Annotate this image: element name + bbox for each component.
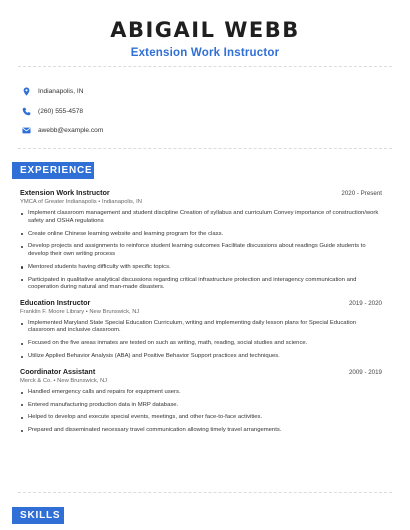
contact-list xyxy=(22,82,103,141)
job-employer-line: Merck & Co. • New Brunswick, NJ xyxy=(20,377,108,384)
job-dates: 2009 - 2019 xyxy=(348,368,382,376)
candidate-name: ABIGAIL WEBB xyxy=(110,18,300,42)
location-pin-icon xyxy=(22,87,31,96)
job-bullets xyxy=(20,210,382,292)
job-bullet: Mentored students having difficulty with specific topics. xyxy=(20,264,382,272)
job-location: New Brunswick, NJ xyxy=(57,377,108,384)
job-bullet: Implement classroom management and student discipline Creation of syllabus and curriculum Convey importance of construction/work safety and OSHA regulations xyxy=(20,210,382,225)
job-bullet: Prepared and disseminated necessary travel communication allowing timely travel arrangements. xyxy=(20,427,382,435)
job-employer-line: YMCA of Greater Indianapolis • Indianapolis, IN xyxy=(20,199,142,205)
skills-heading: SKILLS xyxy=(12,507,64,524)
job-title: Coordinator Assistant xyxy=(20,366,96,376)
contact-phone xyxy=(22,102,103,122)
job-bullet: Develop projects and assignments to reinforce student learning outcomes Facilitate discussions about readings Guide students to develop their own writing process xyxy=(20,243,382,258)
job-title: Extension Work Instructor xyxy=(20,188,110,197)
job-employer: YMCA of Greater Indianapolis xyxy=(20,199,97,205)
job-bullet: Focused on the five areas inmates are tested on such as writing, math, reading, social studies and science. xyxy=(20,340,382,348)
job-entry xyxy=(20,298,382,361)
contact-email-text: awebb@example.com xyxy=(38,127,104,135)
job-bullet: Implemented Maryland State Special Education Curriculum, writing and implementing daily lesson plans for Special Education classroom and inclusive classroom. xyxy=(20,320,382,335)
job-dates: 2019 - 2020 xyxy=(348,299,382,307)
job-bullets xyxy=(20,389,382,435)
candidate-role: Extension Work Instructor xyxy=(130,47,280,59)
job-bullet: Create online Chinese learning website and learning program for the class. xyxy=(20,231,382,239)
email-icon xyxy=(22,126,31,135)
contact-divider xyxy=(18,148,392,149)
job-employer: Merck & Co. xyxy=(20,377,52,384)
resume-header xyxy=(0,18,410,59)
job-bullet: Participated in qualitative analytical discussions regarding critical infrastructure protection and interagency communication and cooperation during natural and man-made disasters. xyxy=(20,277,382,292)
experience-heading: EXPERIENCE xyxy=(12,162,94,179)
experience-list xyxy=(20,188,382,441)
job-title: Education Instructor xyxy=(20,297,91,307)
job-bullet: Handled emergency calls and repairs for equipment users. xyxy=(20,389,382,397)
header-divider xyxy=(18,66,392,67)
job-location: Indianapolis, IN xyxy=(101,199,142,205)
contact-location xyxy=(22,82,103,102)
job-entry xyxy=(20,188,382,292)
job-bullets xyxy=(20,320,382,361)
contact-email xyxy=(22,121,103,141)
phone-icon xyxy=(22,107,31,116)
job-bullet: Entered manufacturing production data in MRP database. xyxy=(20,402,382,410)
job-entry xyxy=(20,367,382,435)
job-bullet: Utilize Applied Behavior Analysis (ABA) and Positive Behavior Support practices and techniques. xyxy=(20,353,382,361)
job-employer: Franklin F. Moore Library xyxy=(20,308,85,315)
experience-divider xyxy=(18,492,392,493)
job-bullet: Helped to develop and execute special events, meetings, and other face-to-face activities. xyxy=(20,414,382,422)
contact-location-text: Indianapolis, IN xyxy=(38,88,84,96)
job-dates: 2020 - Present xyxy=(341,190,382,197)
job-employer-line: Franklin F. Moore Library • New Brunswick, NJ xyxy=(20,308,140,315)
contact-phone-text: (260) 555-4578 xyxy=(38,107,84,115)
job-location: New Brunswick, NJ xyxy=(89,308,140,315)
